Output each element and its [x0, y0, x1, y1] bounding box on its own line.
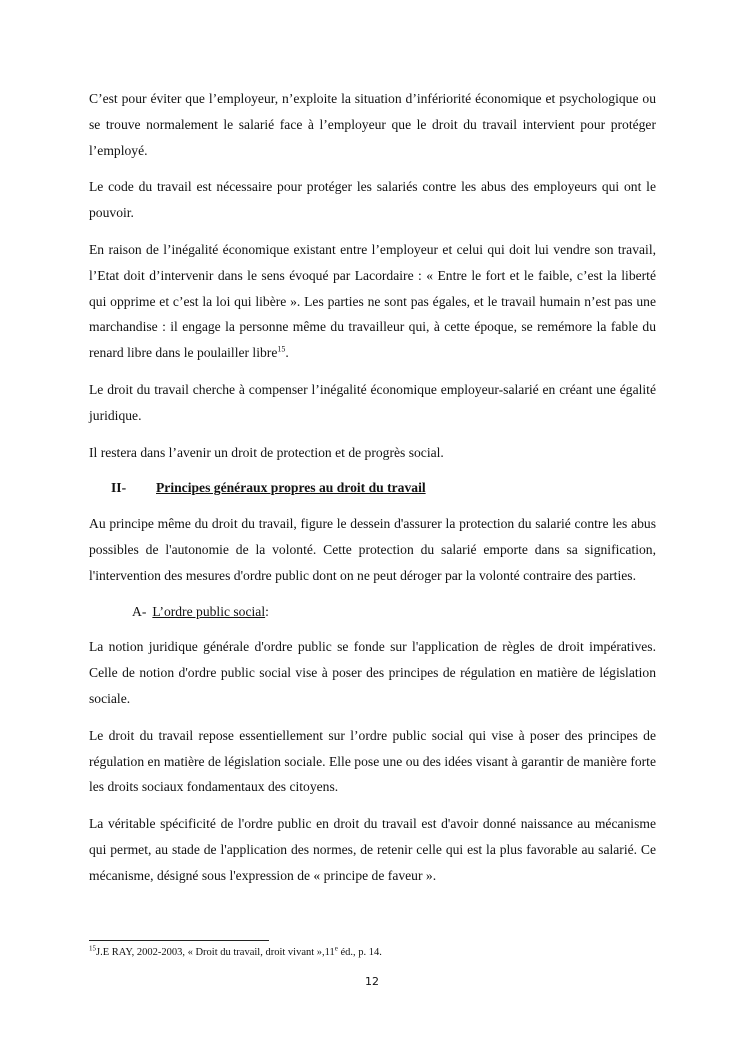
section-heading [89, 475, 656, 501]
paragraph-9: La véritable spécificité de l'ordre public en droit du travail est d'avoir donné naissance au mécanisme qui permet, au stade de l'application des normes, de retenir celle qui est la plus favorable au salarié. Ce mécanisme, désigné sous l'expression de « principe de faveur ». [89, 816, 656, 883]
page-body [89, 86, 656, 889]
section-heading-title: Principes généraux propres au droit du travail [156, 480, 426, 496]
paragraph-4: Le droit du travail cherche à compenser l’inégalité économique employeur-salarié en créant une égalité juridique. [89, 381, 656, 423]
paragraph-1: C’est pour éviter que l’employeur, n’exploite la situation d’infériorité économique et psychologique ou se trouve normalement le salarié face à l’employeur que le droit du travail intervient pour protéger l’employé. [89, 91, 656, 158]
subsection-heading-title: L’ordre public social [152, 603, 266, 619]
paragraph-3-end: . [285, 345, 289, 361]
footnote-edition-sup: e [334, 944, 338, 953]
footnote-marker: 15 [89, 944, 96, 953]
footnote-reference[interactable]: 15 [277, 344, 286, 354]
paragraph-3 [89, 237, 656, 366]
footnote-text-end: éd., p. 14. [337, 947, 382, 958]
paragraph-8: Le droit du travail repose essentiellement sur l’ordre public social qui vise à poser des principes de régulation en matière de législation sociale. Elle pose une ou des idées visant à garantir de manière forte les droits sociaux fondamentaux des citoyens. [89, 727, 656, 795]
paragraph-6: Au principe même du droit du travail, figure le dessein d'assurer la protection du salarié contre les abus possibles de l'autonomie de la volonté. Cette protection du salarié emporte dans sa signification, l'intervention des mesures d'ordre public dont on ne peut déroger par la volonté contraire des parties. [89, 516, 656, 583]
paragraph-2: Le code du travail est nécessaire pour protéger les salariés contre les abus des employeurs qui ont le pouvoir. [89, 179, 656, 221]
subsection-heading-number: A- [132, 603, 147, 619]
paragraph-7: La notion juridique générale d'ordre public se fonde sur l'application de règles de droit impératives. Celle de notion d'ordre public social vise à poser des principes de régulation en matière de législation sociale. [89, 639, 656, 706]
footnote-text: J.E RAY, 2002-2003, « Droit du travail, droit vivant »,11 [96, 947, 335, 958]
footnote [89, 946, 382, 960]
subsection-heading [89, 599, 656, 625]
paragraph-3-text: En raison de l’inégalité économique existant entre l’employeur et celui qui doit lui vendre son travail, l’Etat doit d’intervenir dans le sens évoqué par Lacordaire : « Entre le fort et le faible, c’est la liberté qui opprime et c’est la loi qui libère ». Les parties ne sont pas égales, et le travail humain n’est pas une marchandise : il engage la personne même du travailleur qui, à cette époque, se remémore la fable du renard libre dans le poulailler libre [89, 241, 656, 361]
paragraph-5: Il restera dans l’avenir un droit de protection et de progrès social. [89, 444, 444, 460]
section-heading-number: II- [111, 480, 127, 496]
subsection-heading-suffix: : [265, 603, 269, 619]
footnote-separator [89, 940, 269, 941]
page-number: 12 [365, 975, 379, 988]
